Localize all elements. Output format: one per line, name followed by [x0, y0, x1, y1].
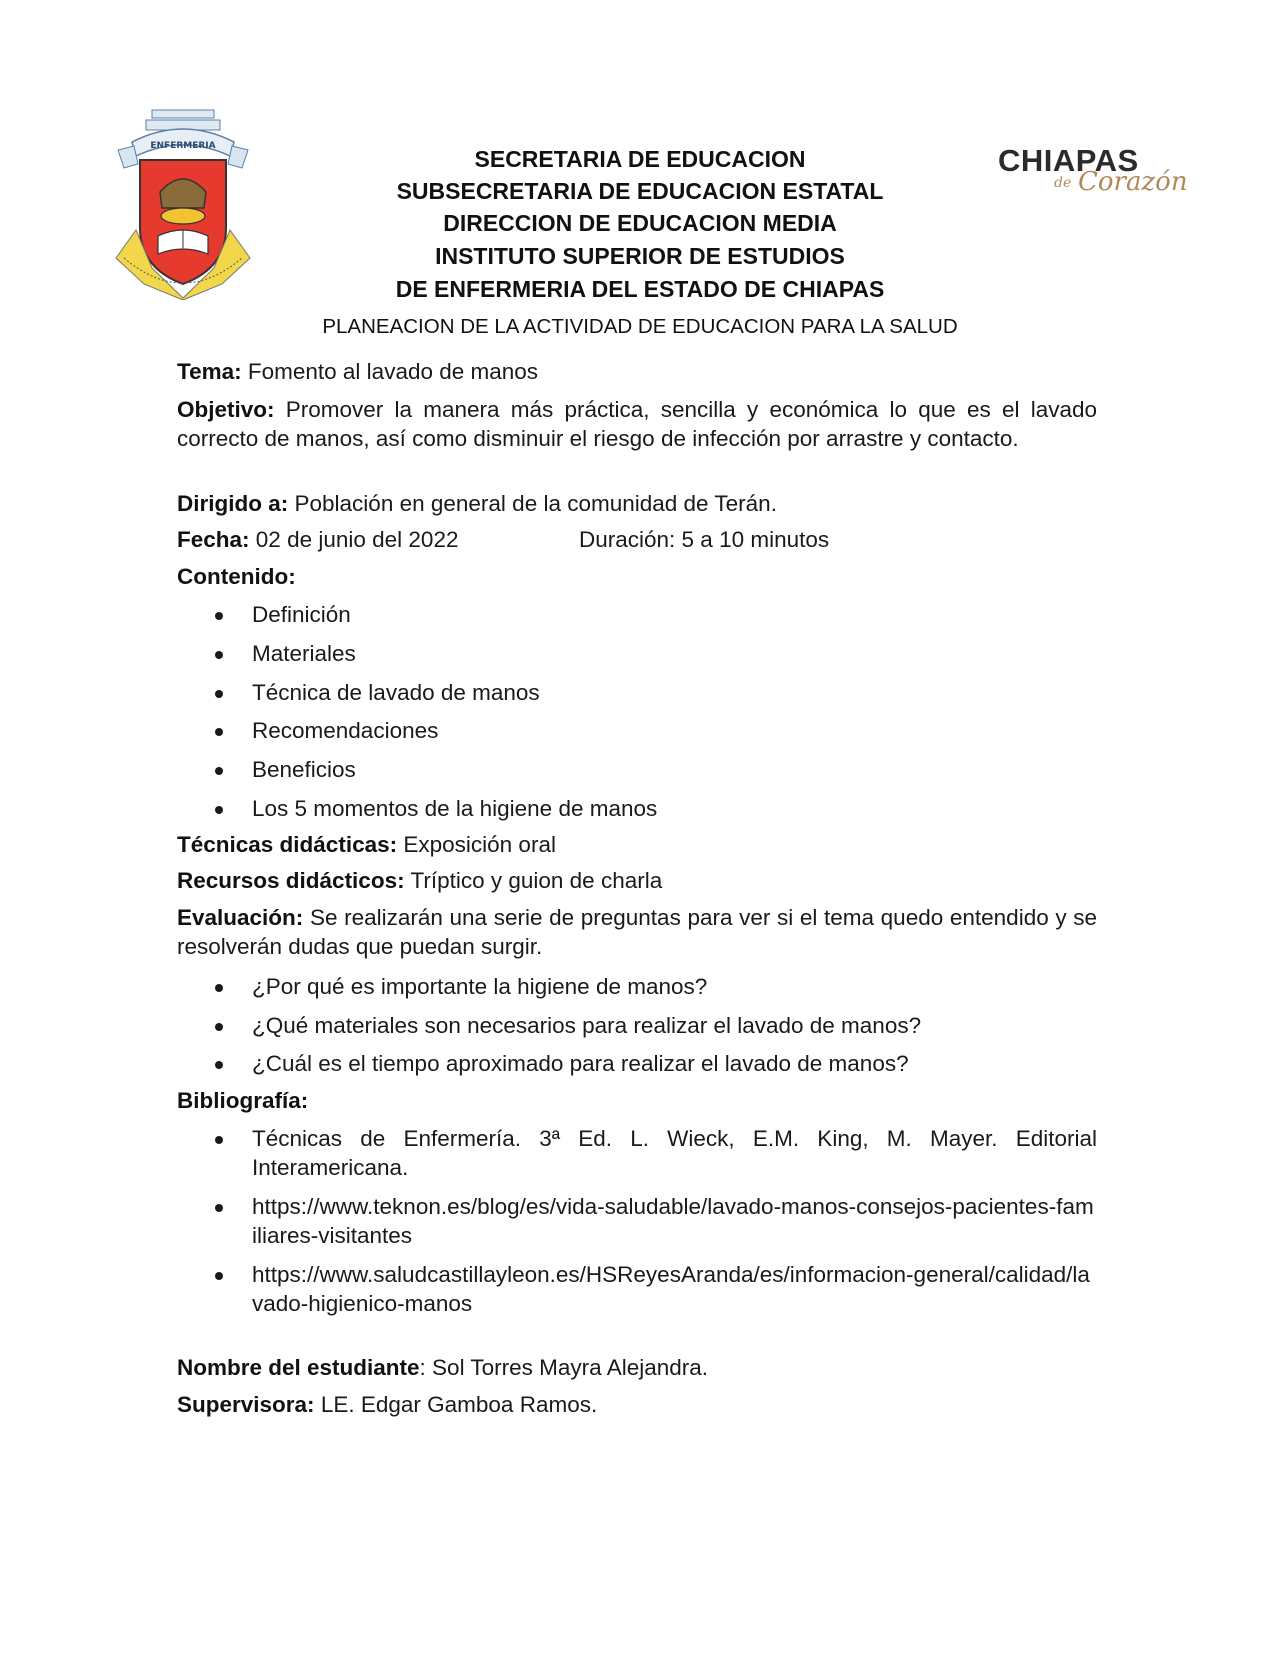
tecnicas-field: [177, 830, 1097, 859]
supervisora-value: LE. Edgar Gamboa Ramos.: [320, 1392, 598, 1417]
header-line-5: DE ENFERMERIA DEL ESTADO DE CHIAPAS: [395, 276, 885, 302]
nursing-school-crest-logo: [112, 108, 254, 300]
supervisora-label: Supervisora:: [177, 1392, 315, 1417]
dirigido-value: Población en general de la comunidad de Terán.: [294, 491, 777, 516]
objetivo-label: Objetivo:: [177, 397, 275, 422]
header-subtitle: PLANEACION DE LA ACTIVIDAD DE EDUCACION PARA LA SALUD: [322, 315, 958, 338]
tema-field: [177, 357, 1097, 386]
tecnicas-label: Técnicas didácticas:: [177, 832, 398, 857]
recursos-field: [177, 866, 1097, 895]
header-line-4: INSTITUTO SUPERIOR DE ESTUDIOS: [435, 243, 845, 269]
brand-script-text: Corazón: [1078, 167, 1188, 197]
brand-de-text: de: [1054, 175, 1072, 191]
fecha-label: Fecha:: [177, 527, 250, 552]
duracion-value: Duración: 5 a 10 minutos: [579, 527, 830, 552]
header-line-1: SECRETARIA DE EDUCACION: [474, 146, 806, 172]
estudiante-value: : Sol Torres Mayra Alejandra.: [419, 1355, 709, 1380]
dirigido-field: [177, 489, 1097, 518]
brand-main-text: CHIAPAS: [998, 143, 1139, 178]
objetivo-field: [177, 395, 1097, 453]
header-line-3: DIRECCION DE EDUCACION MEDIA: [443, 210, 837, 236]
fecha-value: 02 de junio del 2022: [255, 527, 459, 552]
evaluacion-field: [177, 903, 1097, 961]
contenido-label: Contenido:: [177, 564, 296, 589]
chiapas-de-corazon-logo: [998, 143, 1188, 205]
evaluacion-label: Evaluación:: [177, 905, 304, 930]
evaluacion-value: Se realizarán una serie de preguntas para ver si el tema quedo entendido y se resolverán dudas que puedan surgir.: [177, 905, 1097, 959]
tema-label: Tema:: [177, 359, 242, 384]
recursos-label: Recursos didácticos:: [177, 868, 405, 893]
bibliografia-label: Bibliografía:: [177, 1088, 309, 1113]
recursos-value: Tríptico y guion de charla: [410, 868, 663, 893]
objetivo-value: Promover la manera más práctica, sencilla y económica lo que es el lavado correcto de manos, así como disminuir el riesgo de infección por arrastre y contacto.: [177, 397, 1097, 451]
svg-text:ENFERMERIA: ENFERMERIA: [150, 141, 216, 151]
supervisora-field: [177, 1390, 1097, 1419]
tecnicas-value: Exposición oral: [403, 832, 556, 857]
dirigido-label: Dirigido a:: [177, 491, 289, 516]
header-line-2: SUBSECRETARIA DE EDUCACION ESTATAL: [396, 178, 884, 204]
document-page: ENFERMERIA CHIAPAS de Corazón SECRETARIA DE EDUCACION SUBSECRETARIA DE EDUCACION ESTATAL DIRECCION DE EDUCACION MEDIA INSTITUTO SUPERIOR DE ESTUDIOS DE ENFERMERIA DEL ESTADO DE CHIAPAS PLANEACION DE LA ACTIVIDAD DE EDUCACION PARA LA SALUD Tema: Fomento al lavado de manos Objetivo: Promover la manera más práctica, sencilla y económica lo que es el lavado correcto de manos, así como disminuir el riesgo de infección por arrastre y contacto. Dirigido a: Población en general de la comunidad de Terán. Fecha: 02 de junio del 2022 Duración: 5 a 10 minutos Contenido: Definición Materiales Técnica de lavado de manos Recomendaciones Beneficios Los 5 momentos de la higiene de manos Técnicas didácticas: Exposición oral Recursos didácticos: Tríptico y guion de charla Evaluación: Se realizarán una serie de preguntas para ver si el tema quedo entendido y se resolverán dudas que puedan surgir. ¿Por qué es importante la higiene de manos? ¿Qué materiales son necesarios para realizar el lavado de manos? ¿Cuál es el tiempo aproximado para realizar el lavado de manos? Bibliografía: Técnicas de Enfermería. 3ª Ed. L. Wieck, E.M. King, M. Mayer. Editorial Interamericana. https://www.teknon.es/blog/es/vida-saludable/lavado-manos-consejos-pacientes-familiares-visitantes https://www.saludcastillayleon.es/HSReyesAranda/es/informacion-general/calidad/lavado-higienico-manos Nombre del estudiante: Sol Torres Mayra Alejandra. Supervisora: LE. Edgar Gamboa Ramos.: [0, 0, 1280, 1656]
estudiante-label: Nombre del estudiante: [177, 1355, 420, 1380]
estudiante-field: [177, 1353, 1097, 1382]
tema-value: Fomento al lavado de manos: [247, 359, 539, 384]
